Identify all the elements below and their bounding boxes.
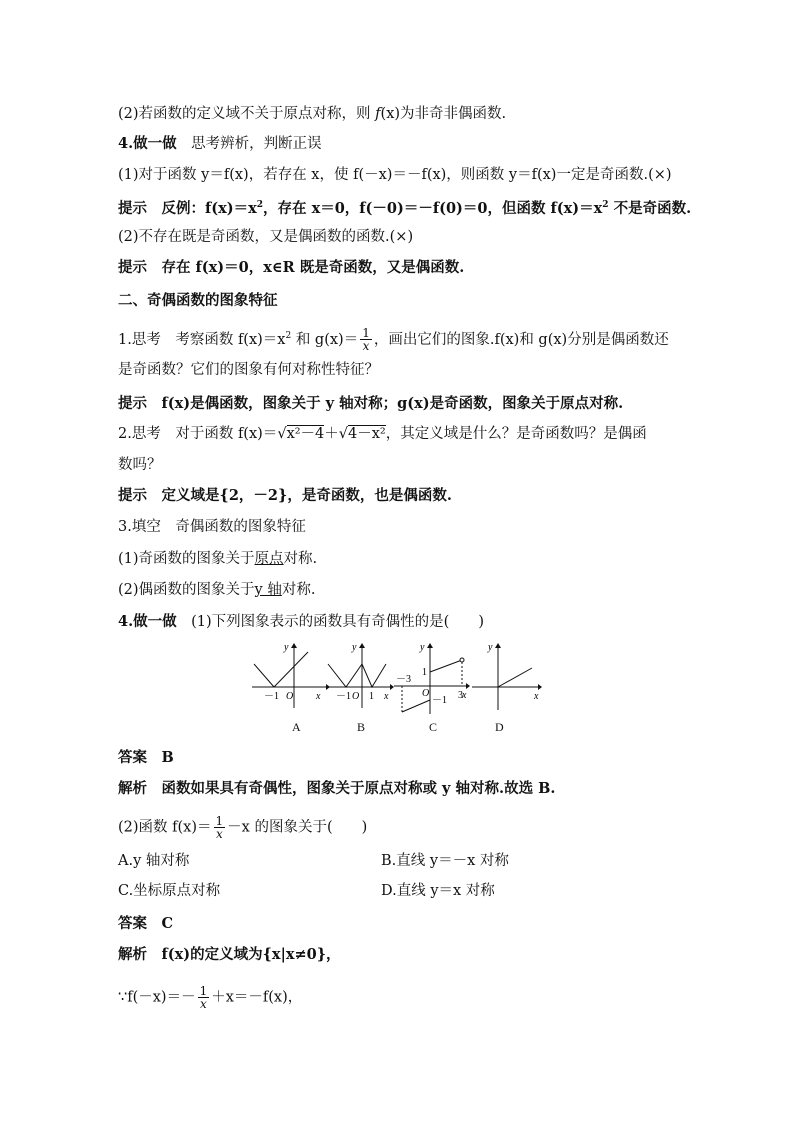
- graph-a-label: A: [292, 720, 301, 734]
- tick-label: 3: [458, 690, 463, 701]
- answer-1: 答案 B: [118, 749, 174, 766]
- tick-label: －3: [396, 674, 411, 685]
- fraction-1-over-x: $\frac{1}{x}$: [362, 326, 370, 354]
- curve: [498, 668, 532, 687]
- sqrt-symbol: √: [338, 426, 349, 442]
- tick-label: 1: [422, 667, 427, 678]
- graph-c-label: C: [429, 720, 438, 734]
- origin-label: O: [352, 691, 360, 702]
- fill-in-1: (1)奇函数的图象关于原点对称.: [118, 551, 318, 567]
- try-it-question-1: 4.做一做 (1)下列图象表示的函数具有奇偶性的是( ): [118, 613, 484, 630]
- hint-1: 提示 反例：$f(x)=x^2$，存在 x＝0，f(－0)＝－f(0)＝0，但函数 $f(x)=x^2$ 不是奇函数.: [118, 199, 692, 217]
- x-label: x: [534, 691, 539, 702]
- y-label: y: [352, 642, 357, 653]
- graph-c: [392, 642, 472, 722]
- curve-right: [274, 652, 308, 687]
- graph-d: [470, 642, 550, 712]
- answer-2: 答案 C: [118, 915, 174, 932]
- x-label: x: [462, 690, 467, 701]
- open-endpoint: [460, 658, 464, 662]
- curve: [328, 664, 386, 687]
- option-c: C.坐标原点对称: [118, 883, 221, 899]
- tick-label: －1: [432, 695, 447, 706]
- curve-right: [430, 660, 462, 672]
- x-arrow: [538, 684, 542, 690]
- y-arrow: [427, 643, 433, 648]
- section-title-graph-features: 二、奇偶函数的图象特征: [118, 292, 278, 309]
- y-label: y: [488, 642, 493, 653]
- note-domain-asymmetric: (2)若函数的定义域不关于原点对称，则 f(x)为非奇非偶函数.: [118, 106, 507, 122]
- hint-3: 提示 f(x)是偶函数，图象关于 y 轴对称；g(x)是奇函数，图象关于原点对称.: [118, 395, 624, 412]
- think-2-continued: 数吗？: [118, 457, 162, 473]
- analysis-2: 解析 f(x)的定义域为{x|x≠0}，: [118, 946, 341, 963]
- tick-label: －1: [336, 691, 351, 702]
- tick-label: －1: [264, 691, 279, 702]
- x-label: x: [316, 691, 321, 702]
- try-it-question-2: (2)函数 f(x)＝ $\frac{1}{x}$ －x 的图象关于( ): [118, 814, 368, 841]
- fraction-1-over-x: $\frac{1}{x}$: [199, 984, 208, 1011]
- heading-try-it-4: 4.做一做 思考辨析，判断正误: [118, 135, 322, 152]
- x-label: x: [384, 691, 389, 702]
- fill-in-heading: 3.填空 奇偶函数的图象特征: [118, 519, 306, 535]
- y-arrow: [291, 643, 297, 648]
- analysis-1: 解析 函数如果具有奇偶性，图象关于原点对称或 y 轴对称.故选 B.: [118, 780, 556, 797]
- hint-4: 提示 定义域是{2，－2}，是奇函数，也是偶函数.: [118, 487, 452, 504]
- graph-b: [318, 642, 398, 712]
- origin-label: O: [422, 688, 430, 699]
- graph-d-label: D: [495, 720, 504, 734]
- fraction-1-over-x: $\frac{1}{x}$: [215, 814, 224, 841]
- question-2: (2)不存在既是奇函数，又是偶函数的函数.(×): [118, 229, 414, 245]
- origin-label: O: [286, 691, 294, 702]
- question-1: (1)对于函数 y＝f(x)，若存在 x，使 f(－x)＝－f(x)，则函数 y＝f(x)一定是奇函数.(×): [118, 167, 672, 183]
- sqrt-symbol: √: [277, 426, 287, 442]
- hint-2: 提示 存在 f(x)＝0，x∈R 既是奇函数，又是偶函数.: [118, 259, 465, 276]
- option-b: B.直线 y＝－x 对称: [381, 853, 509, 869]
- think-2: 2.思考 对于函数 f(x)＝√x²－4＋√4－x²，其定义域是什么？是奇函数吗？是偶函: [118, 426, 647, 442]
- analysis-2-derivation: ∵f(－x)＝－ $\frac{1}{x}$ ＋x＝－f(x)，: [118, 984, 303, 1011]
- tick-label: 1: [369, 691, 374, 702]
- y-arrow: [495, 643, 501, 648]
- graph-b-label: B: [357, 720, 366, 734]
- fill-in-2: (2)偶函数的图象关于y 轴对称.: [118, 582, 316, 598]
- curve-left: [254, 664, 274, 687]
- y-label: y: [420, 642, 425, 653]
- y-label: y: [284, 642, 289, 653]
- curve-left: [402, 700, 430, 712]
- think-1: 1.思考 考察函数 $f(x)=x^2$ 和 g(x)＝ $\frac{1}{x}$ ，画出它们的图象.f(x)和 g(x)分别是偶函数还: [118, 326, 669, 354]
- y-arrow: [359, 643, 365, 648]
- think-1-continued: 是奇函数？它们的图象有何对称性特征？: [118, 362, 379, 378]
- option-d: D.直线 y＝x 对称: [381, 883, 495, 899]
- option-a: A.y 轴对称: [118, 853, 190, 869]
